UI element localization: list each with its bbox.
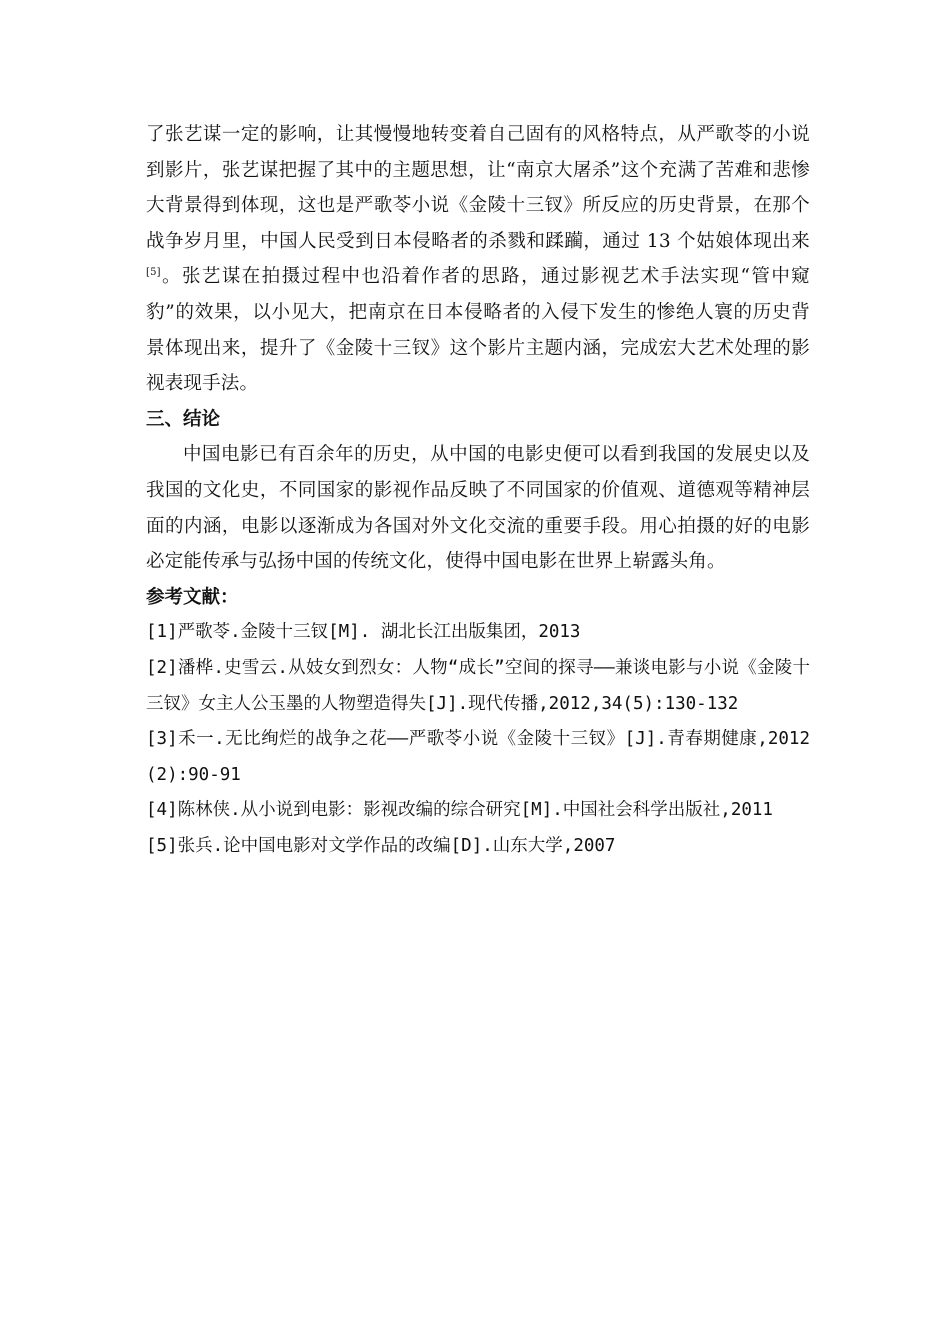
reference-list <box>146 615 810 864</box>
document-page <box>146 117 810 864</box>
section-heading-conclusion: 三、结论 <box>146 408 221 430</box>
citation-marker: [5] <box>146 267 161 279</box>
reference-item: [2]潘桦.史雪云.从妓女到烈女：人物“成长”空间的探寻——兼谈电影与小说《金陵十三钗》女主人公玉墨的人物塑造得失[J].现代传播,2012,34(5):130-132 <box>146 657 810 714</box>
reference-item: [3]禾一.无比绚烂的战争之花——严歌苓小说《金陵十三钗》[J].青春期健康,2012(2):90-91 <box>146 729 810 785</box>
paragraph-text-continued: 。张艺谋在拍摄过程中也沿着作者的思路，通过影视艺术手法实现“管中窥豹”的效果，以小见大，把南京在日本侵略者的入侵下发生的惨绝人寰的历史背景体现出来，提升了《金陵十三钗》这个影片主题内涵，完成宏大艺术处理的影视表现手法。 <box>146 266 810 395</box>
body-paragraph <box>146 117 810 402</box>
conclusion-paragraph: 中国电影已有百余年的历史，从中国的电影史便可以看到我国的发展史以及我国的文化史，不同国家的影视作品反映了不同国家的价值观、道德观等精神层面的内涵，电影以逐渐成为各国对外文化交流的重要手段。用心拍摄的好的电影必定能传承与弘扬中国的传统文化，使得中国电影在世界上崭露头角。 <box>146 444 810 573</box>
reference-item: [5]张兵.论中国电影对文学作品的改编[D].山东大学,2007 <box>146 835 616 856</box>
paragraph-text: 了张艺谋一定的影响，让其慢慢地转变着自己固有的风格特点，从严歌苓的小说到影片，张艺谋把握了其中的主题思想，让“南京大屠杀”这个充满了苦难和悲惨大背景得到体现，这也是严歌苓小说《金陵十三钗》所反应的历史背景，在那个战争岁月里，中国人民受到日本侵略者的杀戮和蹂躏，通过 13 个姑娘体现出来 <box>146 124 810 252</box>
reference-item: [4]陈林侠.从小说到电影：影视改编的综合研究[M].中国社会科学出版社,2011 <box>146 800 773 821</box>
reference-item: [1]严歌苓.金陵十三钗[M]. 湖北长江出版集团，2013 <box>146 622 581 643</box>
references-heading: 参考文献： <box>146 586 239 608</box>
